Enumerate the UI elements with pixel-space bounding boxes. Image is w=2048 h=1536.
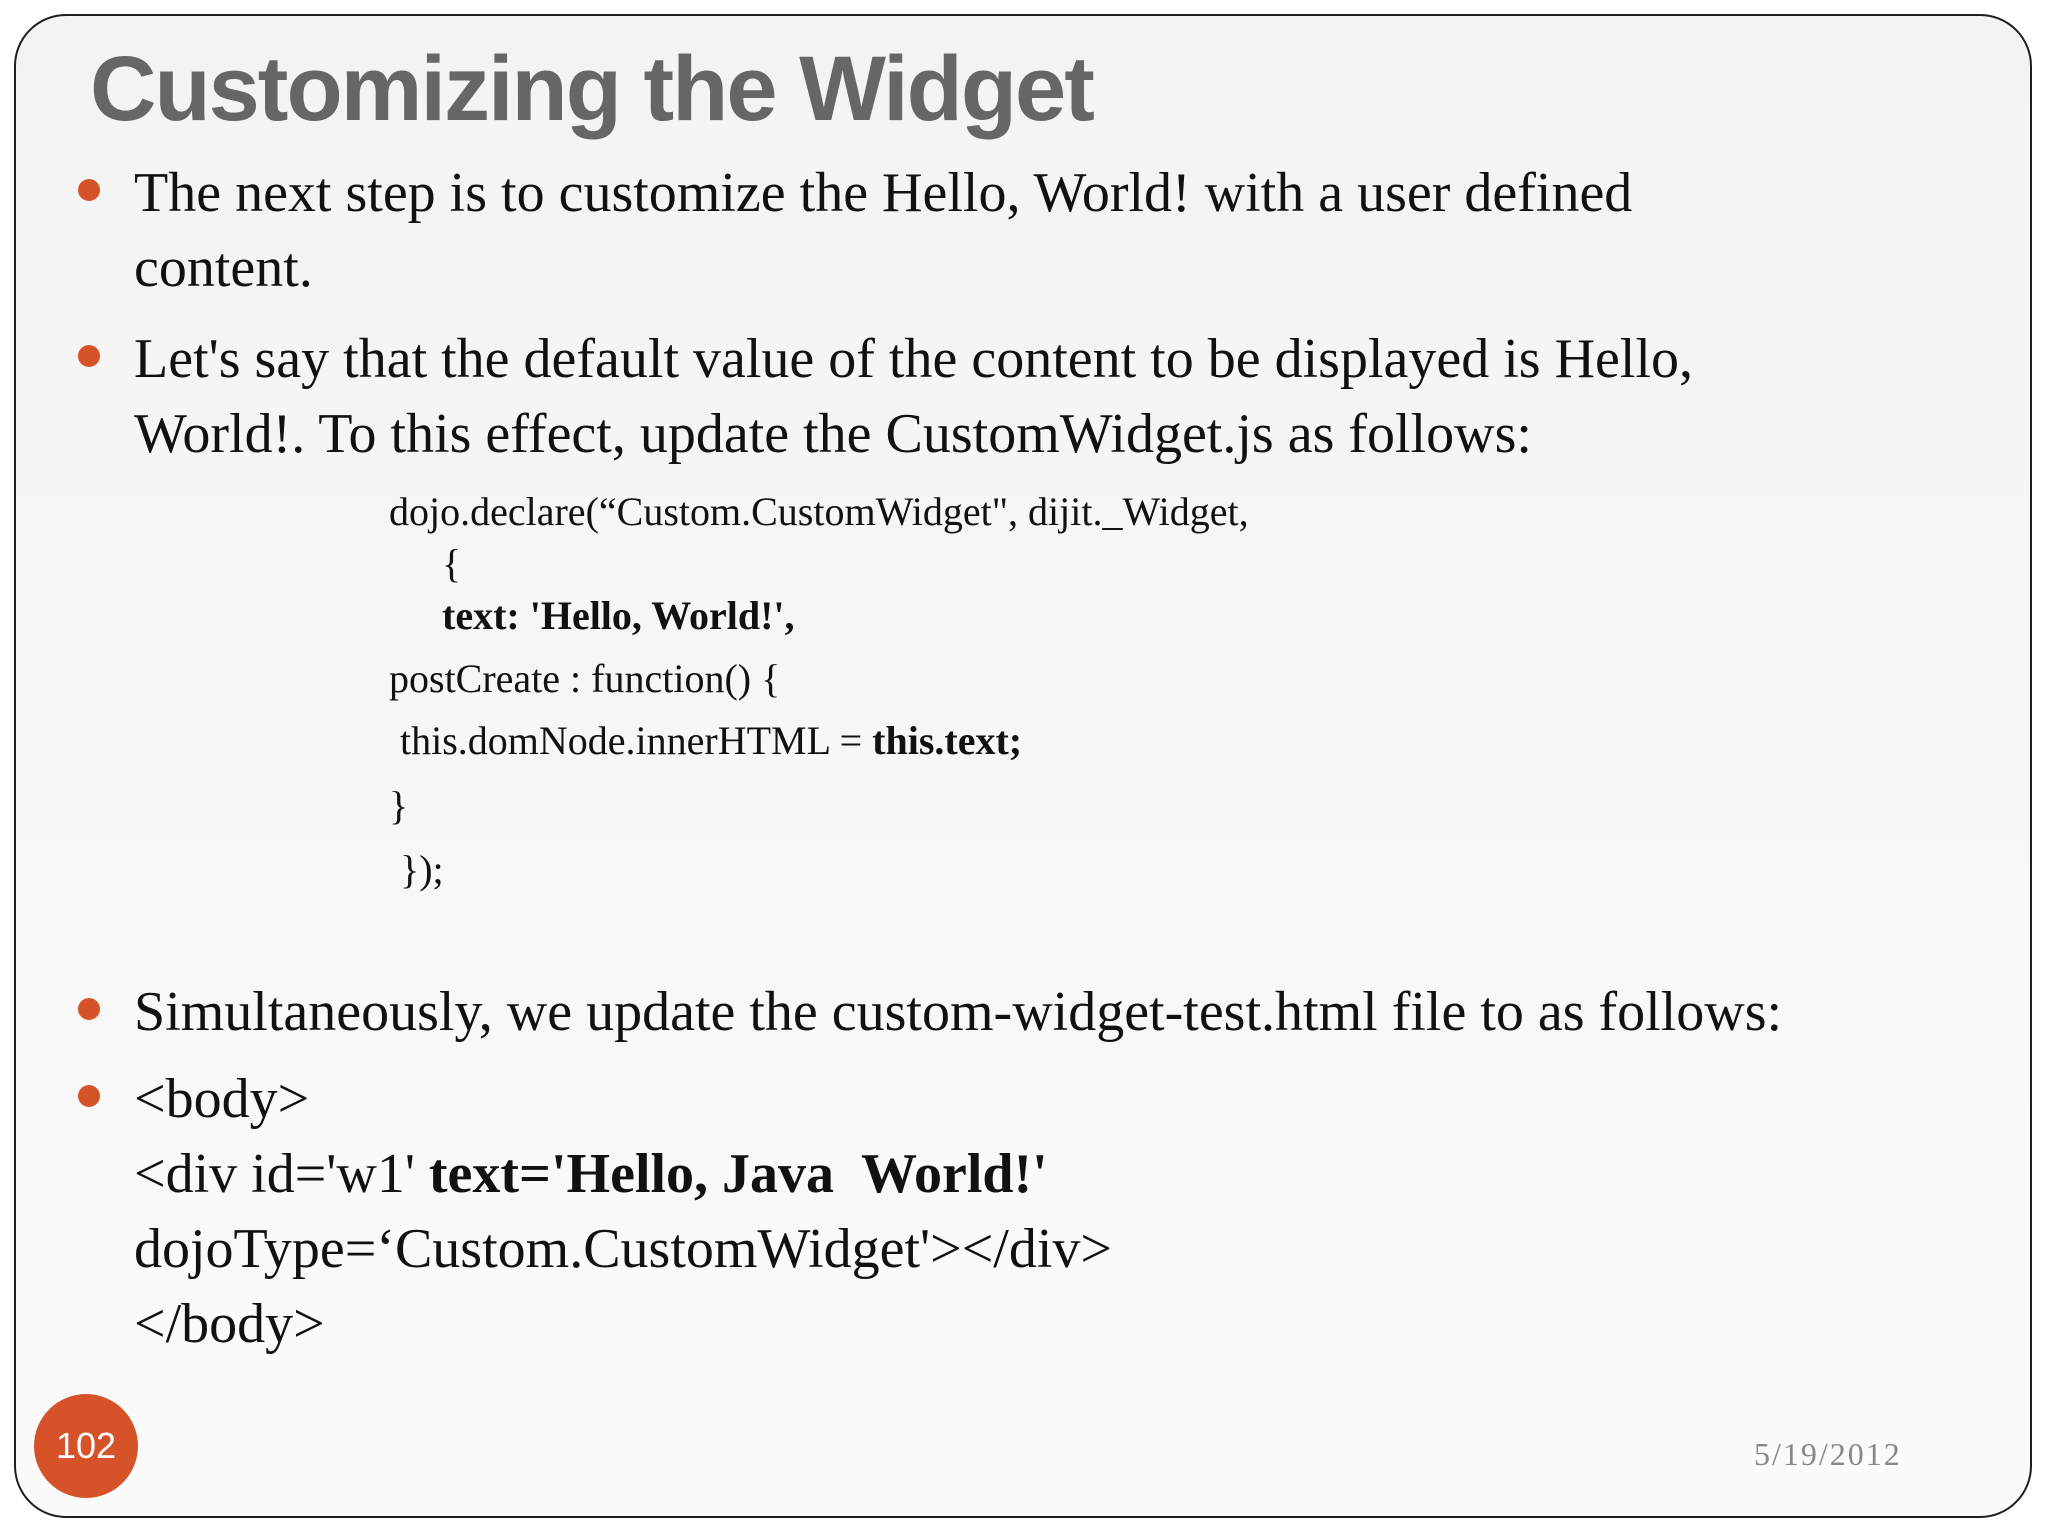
slide (14, 14, 2032, 1518)
bullet-3-line-1: Simultaneously, we update the custom-widget-test.html file to as follows: (134, 981, 1783, 1043)
code-line-5 (400, 718, 1023, 763)
bullet-4-line-4: </body> (134, 1293, 325, 1355)
bullet-4-line-2 (134, 1137, 1048, 1212)
bullet-marker (78, 345, 100, 367)
bullet-marker (78, 1085, 100, 1107)
slide-date: 5/19/2012 (1754, 1436, 1902, 1472)
code-this-text: this.text; (872, 718, 1023, 763)
code-text-property: text: 'Hello, World!', (442, 593, 795, 638)
code-line-6: } (389, 783, 409, 828)
html-div-open: <div id='w1' (134, 1143, 429, 1205)
bullet-2-line-2: World!. To this effect, update the CustomWidget.js as follows: (134, 403, 1532, 465)
bullet-1-line-1: The next step is to customize the Hello, World! with a user defined (134, 162, 1633, 224)
bullet-2-line-1: Let's say that the default value of the content to be displayed is Hello, (134, 328, 1693, 390)
code-dom-assignment: this.domNode.innerHTML = (400, 718, 873, 763)
html-text-attribute: text='Hello, Java World!' (428, 1143, 1048, 1205)
page-number: 102 (55, 1425, 117, 1466)
bullet-marker (78, 998, 100, 1020)
bullet-marker (78, 179, 100, 201)
code-line-2: { (442, 541, 462, 586)
bullet-4-line-3: dojoType=‘Custom.CustomWidget'></div> (134, 1218, 1113, 1280)
code-line-1: dojo.declare(“Custom.CustomWidget", dijit._Widget, (389, 489, 1249, 534)
page-number-badge (34, 1394, 138, 1498)
bullet-1-line-2: content. (134, 237, 313, 299)
bullet-4-line-1: <body> (134, 1068, 310, 1130)
slide-title: Customizing the Widget (90, 38, 1093, 140)
code-line-7: }); (400, 847, 444, 892)
code-line-4: postCreate : function() { (389, 656, 781, 701)
code-line-3 (442, 593, 795, 638)
